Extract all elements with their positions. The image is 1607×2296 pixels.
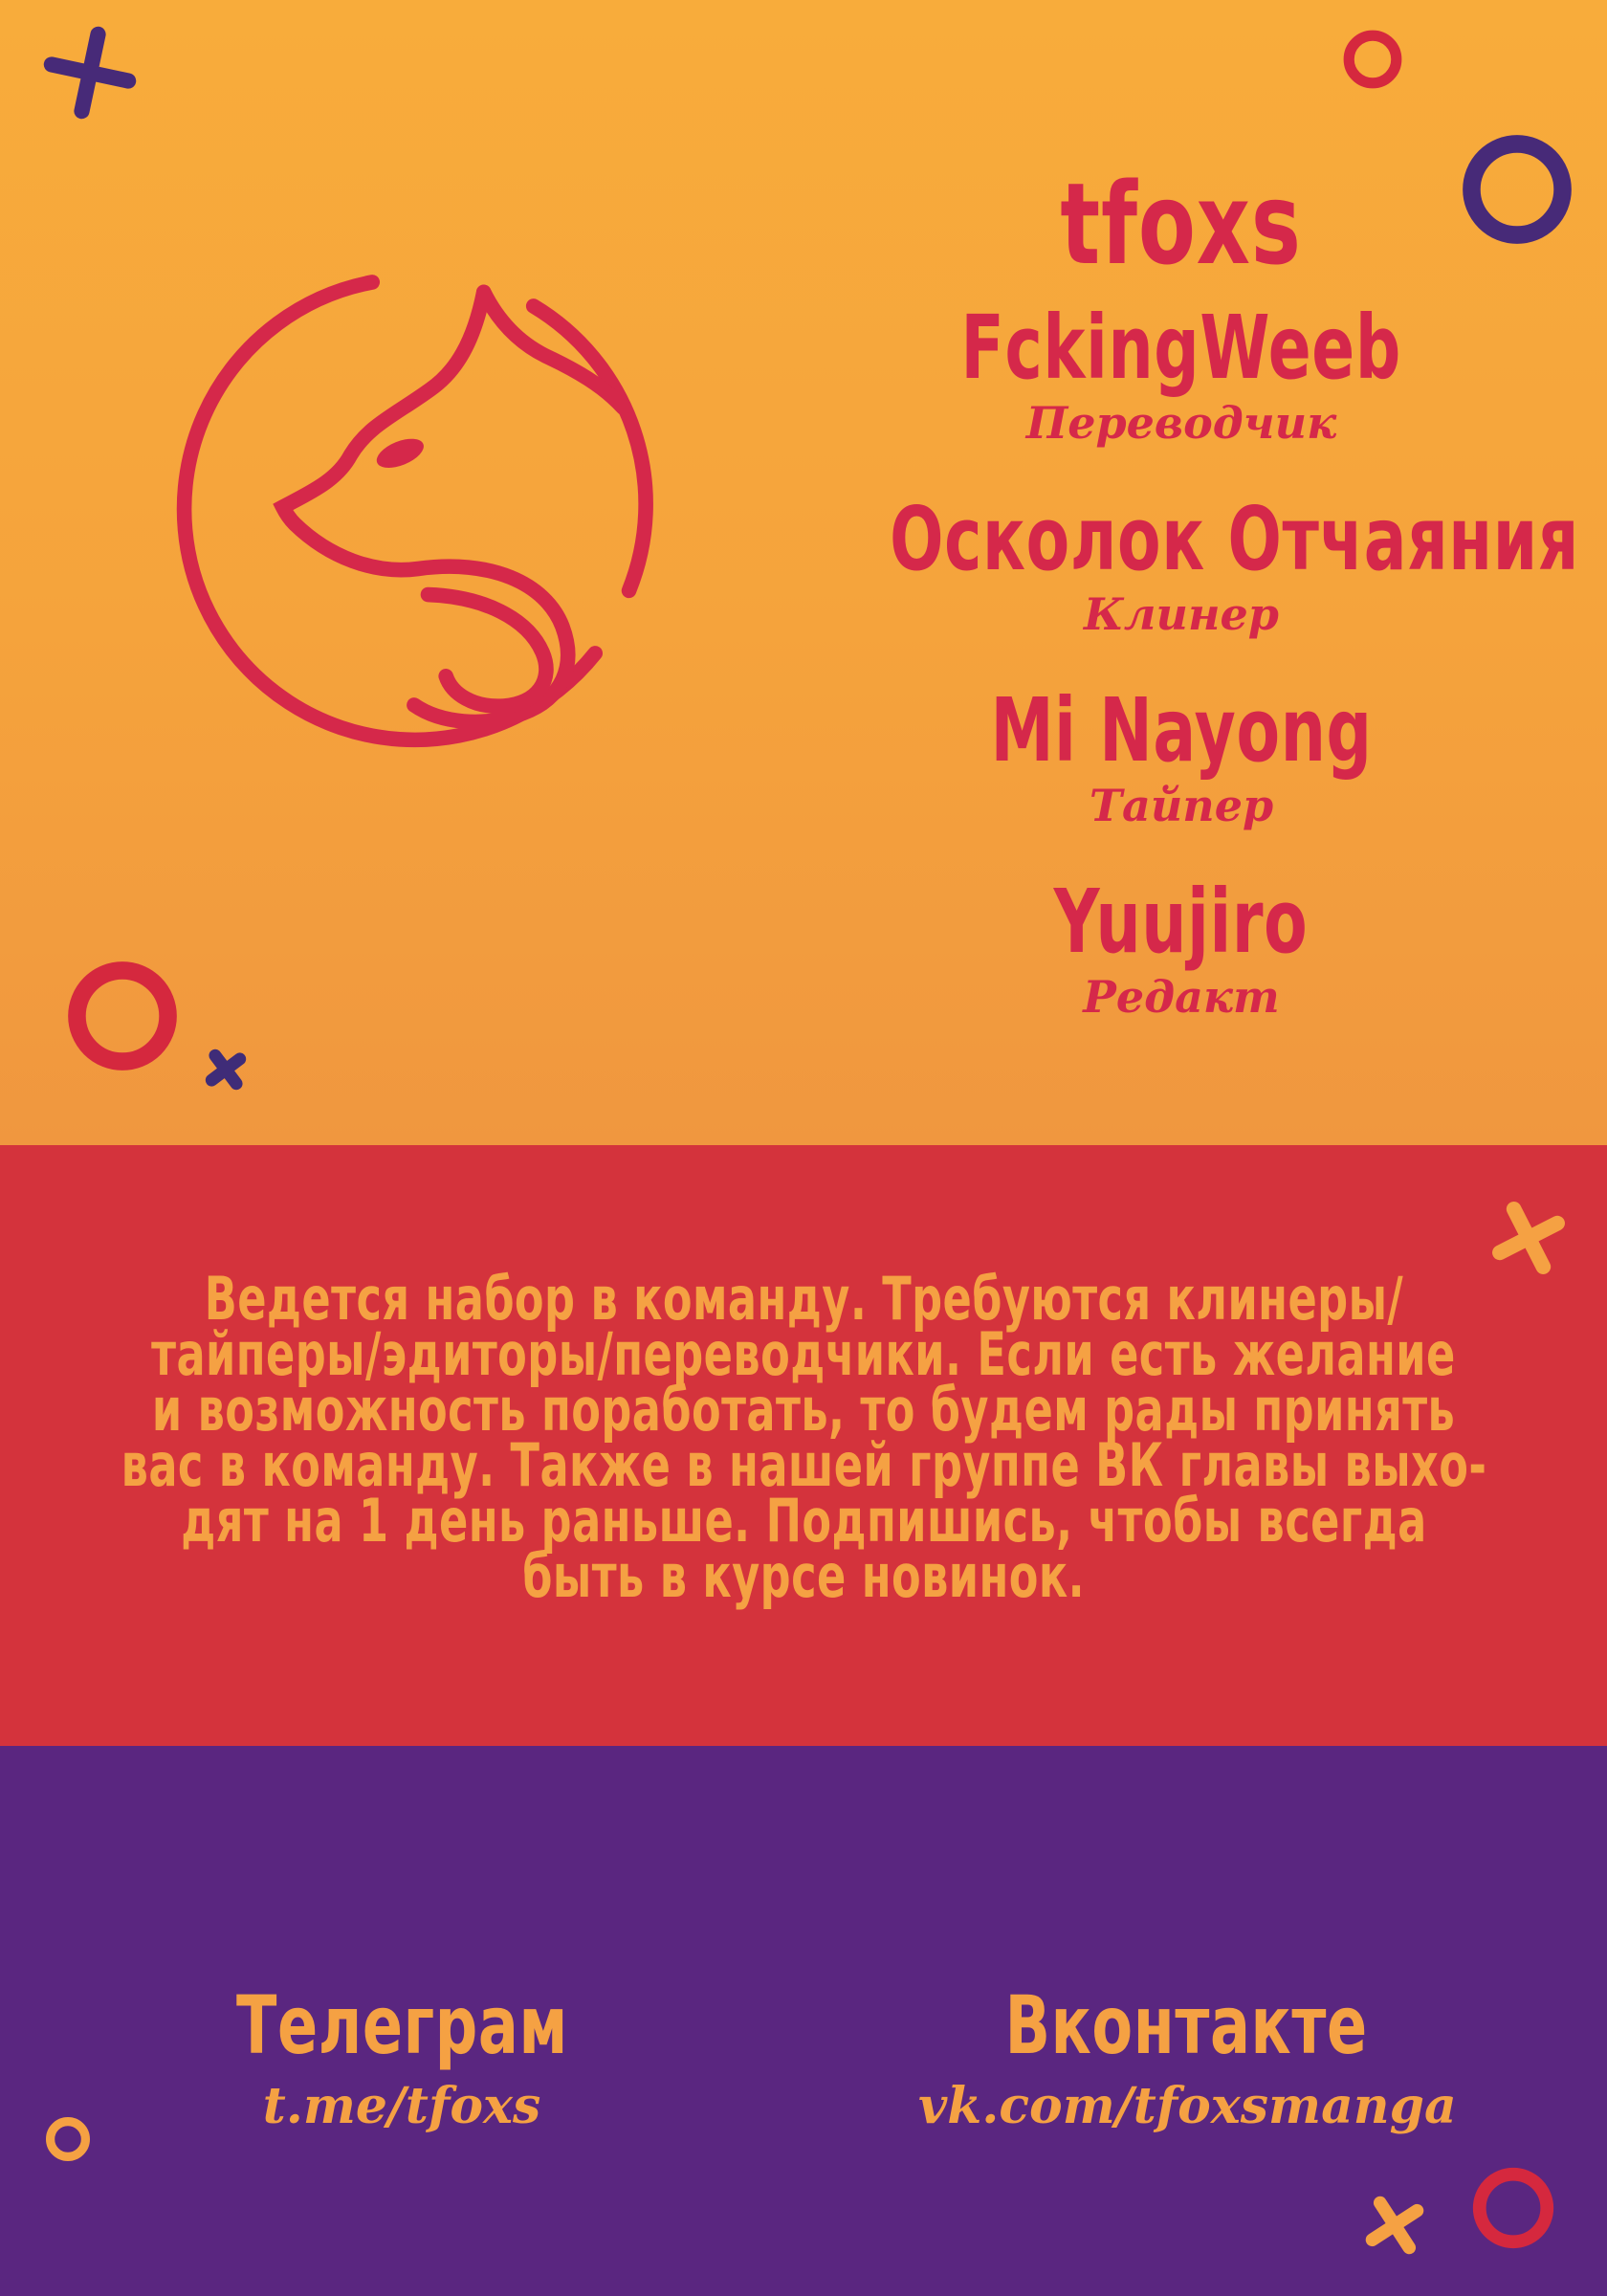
logo-fox-eye [373,433,429,475]
credit-role: Клинер [1084,588,1279,640]
ring-icon [1462,134,1573,245]
telegram-url: t.me/tfoxs [262,2077,541,2135]
telegram-label: Телеграм [235,1978,568,2072]
recruitment-line: тайперы/эдиторы/переводчики. Если есть желание [151,1319,1456,1389]
recruitment-line: Ведется набор в команду. Требуются клинеры/ [204,1264,1403,1334]
ring-icon [1472,2167,1554,2249]
recruitment-text [0,1264,1607,1611]
ring-icon [1343,30,1402,89]
ring-icon [67,960,178,1071]
vk-label: Вконтакте [1004,1978,1368,2072]
logo-tail-swirl [428,595,545,707]
recruitment-line: быть в курсе новинок. [522,1541,1085,1611]
credit-name: Осколок Отчаяния [890,488,1579,590]
telegram-link-block [134,1978,670,2135]
credit-name: Mi Nayong [990,679,1373,782]
team-name: tfoxs [1060,158,1303,291]
recruitment-line: вас в команду. Также в нашей группе ВК главы выхо- [121,1430,1486,1500]
cross-icon [199,1043,253,1096]
credit-name: Yuujiro [1054,871,1309,973]
recruitment-line: дят на 1 день раньше. Подпишись, чтобы всегда [180,1486,1427,1556]
credit-entry-cleaner [756,488,1607,640]
ring-icon [46,2117,90,2161]
credit-entry-translator [756,297,1607,449]
team-section [0,0,1607,1145]
vk-url: vk.com/tfoxsmanga [918,2077,1457,2135]
plus-icon [29,11,151,134]
recruitment-section [0,1145,1607,1746]
logo-ear-back [484,292,624,408]
credit-name: FckingWeeb [960,297,1402,399]
fox-logo-icon [167,258,665,756]
logo-fox-face [283,292,568,721]
credit-entry-editor [756,871,1607,1023]
credit-role: Редакт [1083,971,1280,1023]
credit-role: Тайпер [1089,780,1274,831]
vk-link-block [918,1978,1457,2135]
credit-entry-typesetter [756,679,1607,831]
recruitment-line: и возможность поработать, то будем рады принять [151,1375,1456,1445]
cross-icon [1352,2182,1438,2268]
credit-role: Переводчик [1025,397,1337,449]
logo-circle-arc-right [534,306,646,590]
